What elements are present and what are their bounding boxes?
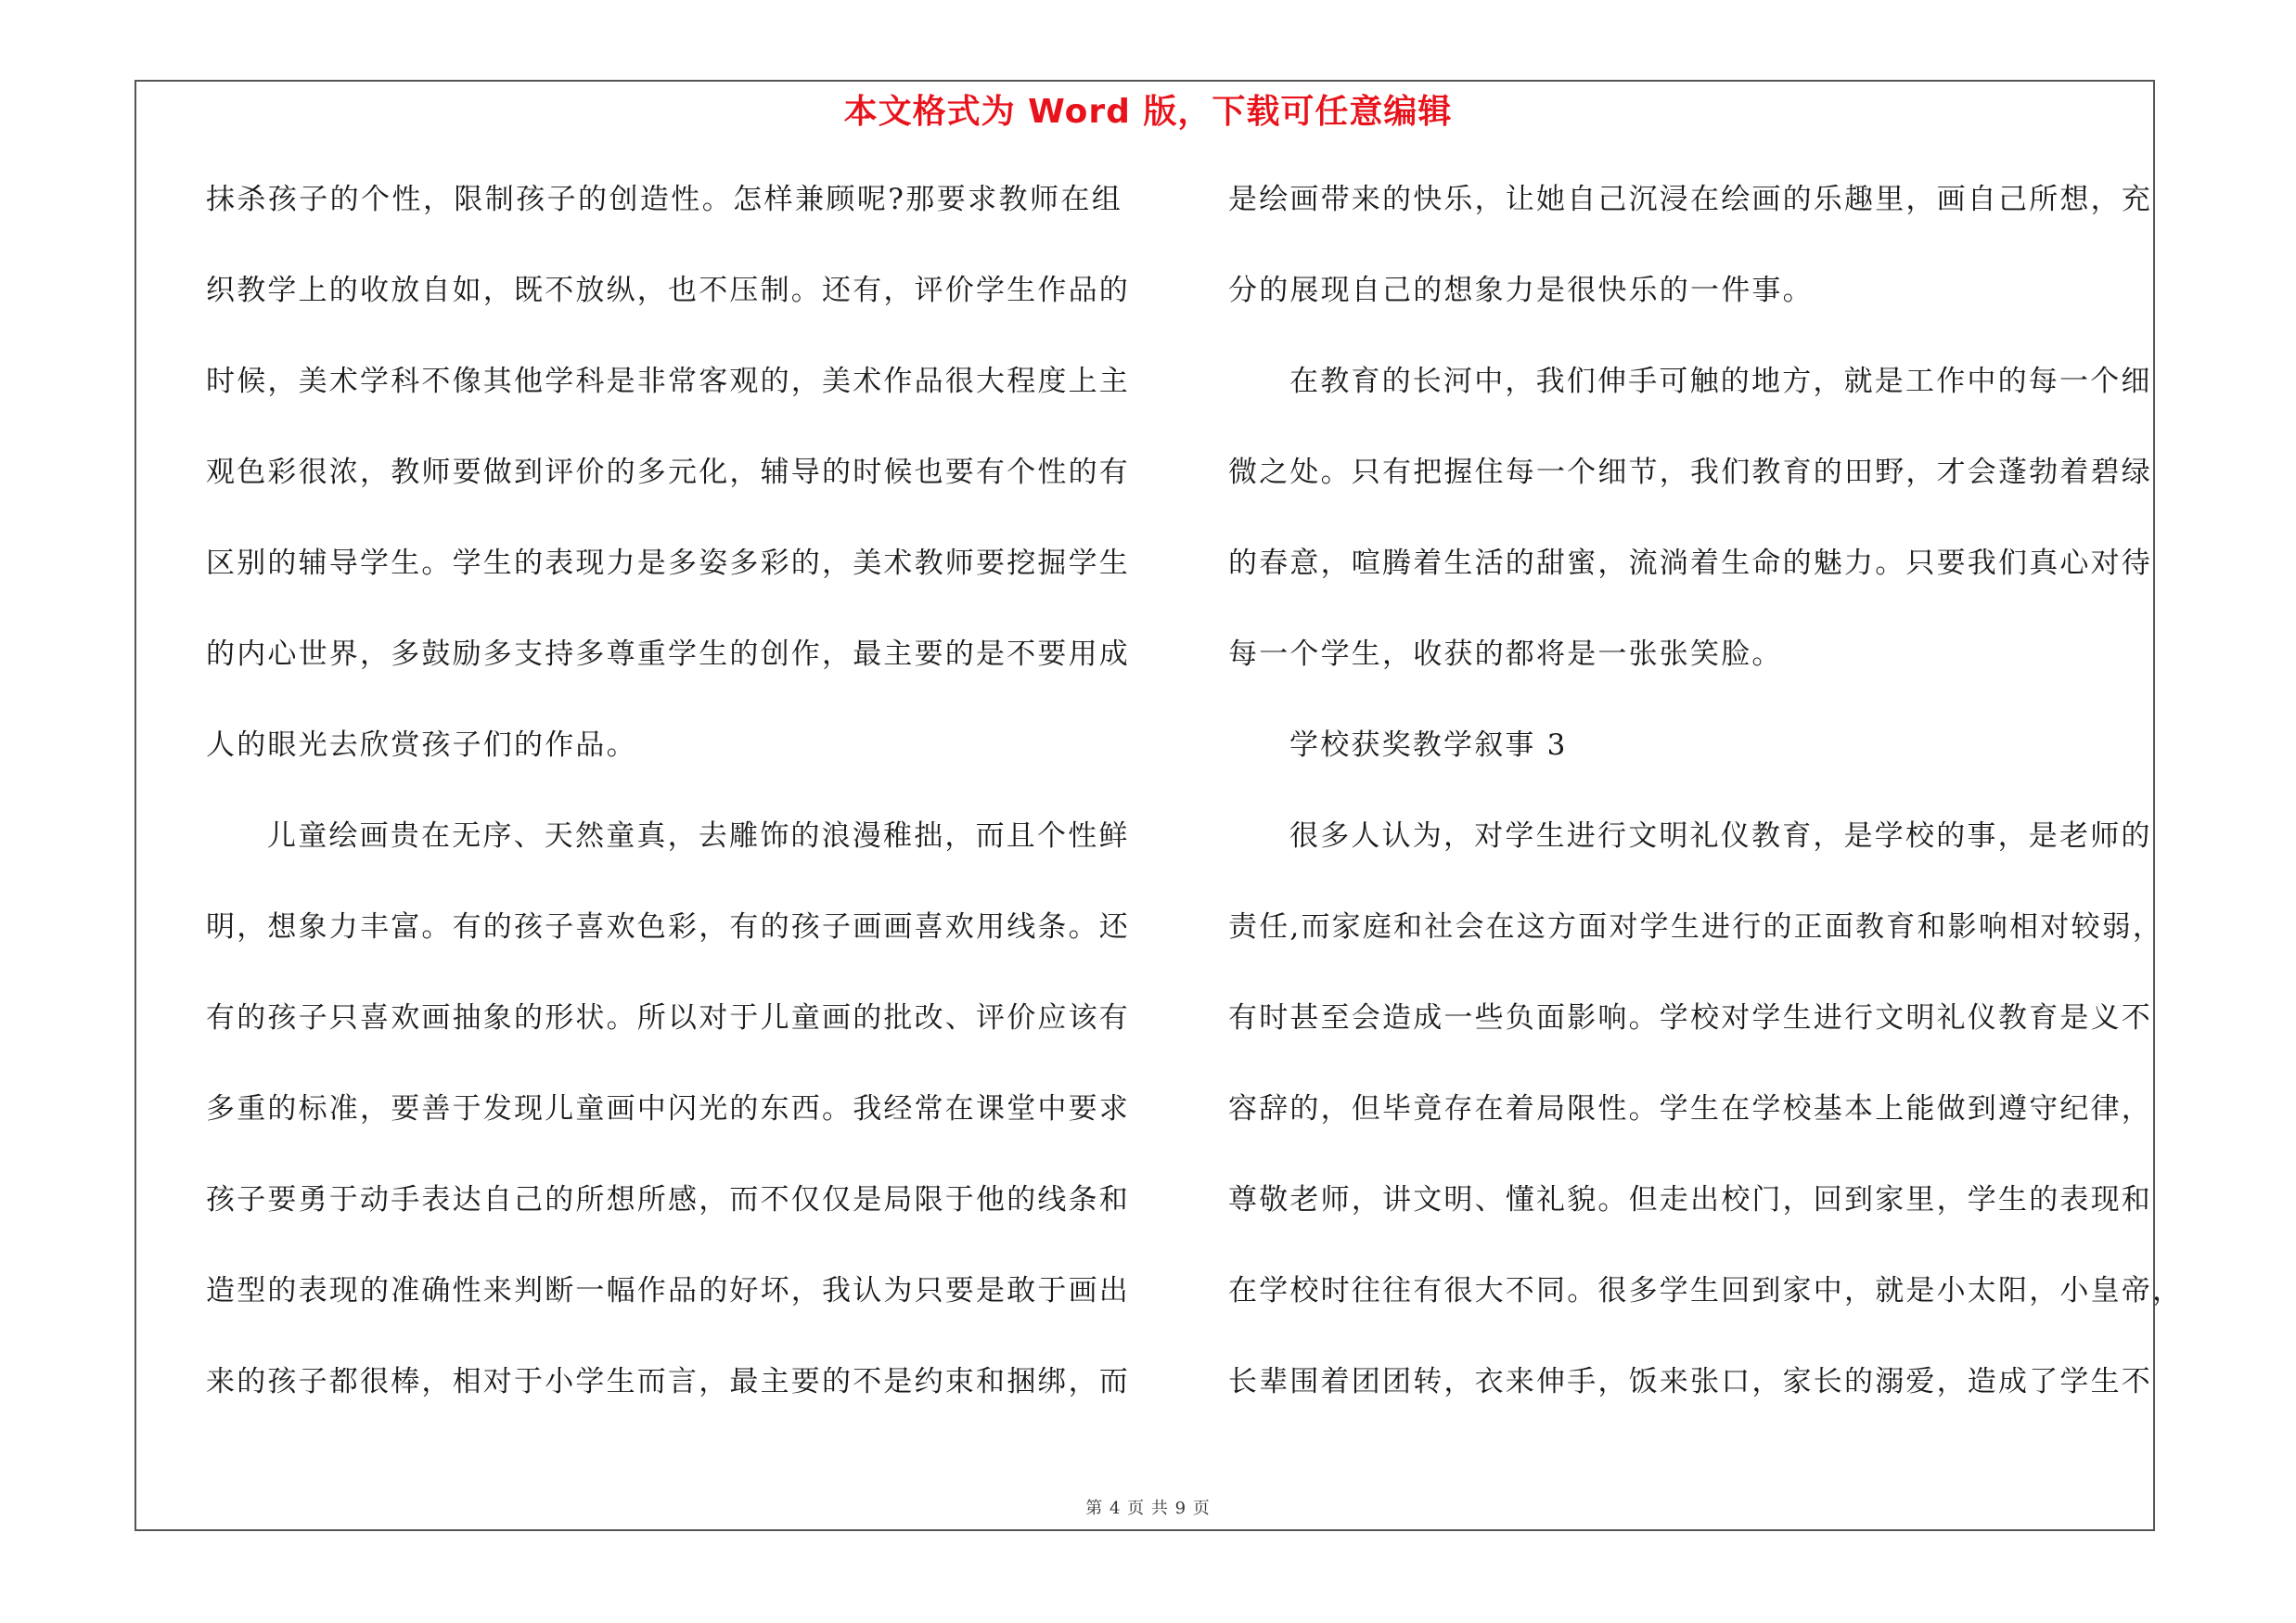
text-line: 尊敬老师，讲文明、懂礼貌。但走出校门，回到家里，学生的表现和	[1228, 1183, 2152, 1217]
text-line: 人的眼光去欣赏孩子们的作品。	[206, 728, 637, 762]
text-line: 孩子要勇于动手表达自己的所想所感，而不仅仅是局限于他的线条和	[206, 1183, 1130, 1217]
text-line: 造型的表现的准确性来判断一幅作品的好坏，我认为只要是敢于画出	[206, 1274, 1130, 1307]
section-heading: 学校获奖教学叙事 3	[1289, 728, 1568, 762]
text-line: 分的展现自己的想象力是很快乐的一件事。	[1228, 274, 1814, 307]
text-line: 区别的辅导学生。学生的表现力是多姿多彩的，美术教师要挖掘学生	[206, 547, 1130, 580]
text-line: 长辈围着团团转，衣来伸手，饭来张口，家长的溺爱，造成了学生不	[1228, 1365, 2152, 1398]
text-line: 有时甚至会造成一些负面影响。学校对学生进行文明礼仪教育是义不	[1228, 1001, 2152, 1035]
format-banner: 本文格式为 Word 版，下载可任意编辑	[843, 93, 1453, 131]
left-text-column	[206, 180, 1130, 1453]
text-line: 织教学上的收放自如，既不放纵，也不压制。还有，评价学生作品的	[206, 274, 1130, 307]
text-line: 明，想象力丰富。有的孩子喜欢色彩，有的孩子画画喜欢用线条。还	[206, 910, 1130, 944]
right-text-column	[1228, 180, 2184, 1453]
paragraph-first-line: 在教育的长河中，我们伸手可触的地方，就是工作中的每一个细	[1289, 365, 2152, 398]
text-line: 来的孩子都很棒，相对于小学生而言，最主要的不是约束和捆绑，而	[206, 1365, 1130, 1398]
text-line: 时候，美术学科不像其他学科是非常客观的，美术作品很大程度上主	[206, 365, 1130, 398]
page-number: 第 4 页 共 9 页	[1085, 1499, 1211, 1518]
text-line: 每一个学生，收获的都将是一张张笑脸。	[1228, 638, 1783, 671]
text-line: 责任,而家庭和社会在这方面对学生进行的正面教育和影响相对较弱，	[1228, 910, 2164, 944]
text-line: 在学校时往往有很大不同。很多学生回到家中，就是小太阳，小皇帝，	[1228, 1274, 2184, 1307]
text-line: 容辞的，但毕竟存在着局限性。学生在学校基本上能做到遵守纪律，	[1228, 1092, 2152, 1126]
text-line: 多重的标准，要善于发现儿童画中闪光的东西。我经常在课堂中要求	[206, 1092, 1130, 1126]
text-line: 微之处。只有把握住每一个细节，我们教育的田野，才会蓬勃着碧绿	[1228, 456, 2152, 489]
text-line: 是绘画带来的快乐，让她自己沉浸在绘画的乐趣里，画自己所想，充	[1228, 183, 2152, 216]
text-line: 有的孩子只喜欢画抽象的形状。所以对于儿童画的批改、评价应该有	[206, 1001, 1130, 1035]
paragraph-first-line: 很多人认为，对学生进行文明礼仪教育，是学校的事，是老师的	[1289, 819, 2152, 853]
text-line: 的春意，喧腾着生活的甜蜜，流淌着生命的魅力。只要我们真心对待	[1228, 547, 2152, 580]
text-line: 抹杀孩子的个性，限制孩子的创造性。怎样兼顾呢?那要求教师在组	[206, 183, 1122, 216]
text-line: 观色彩很浓，教师要做到评价的多元化，辅导的时候也要有个性的有	[206, 456, 1130, 489]
text-line: 的内心世界，多鼓励多支持多尊重学生的创作，最主要的是不要用成	[206, 638, 1130, 671]
paragraph-first-line: 儿童绘画贵在无序、天然童真，去雕饰的浪漫稚拙，而且个性鲜	[267, 819, 1130, 853]
